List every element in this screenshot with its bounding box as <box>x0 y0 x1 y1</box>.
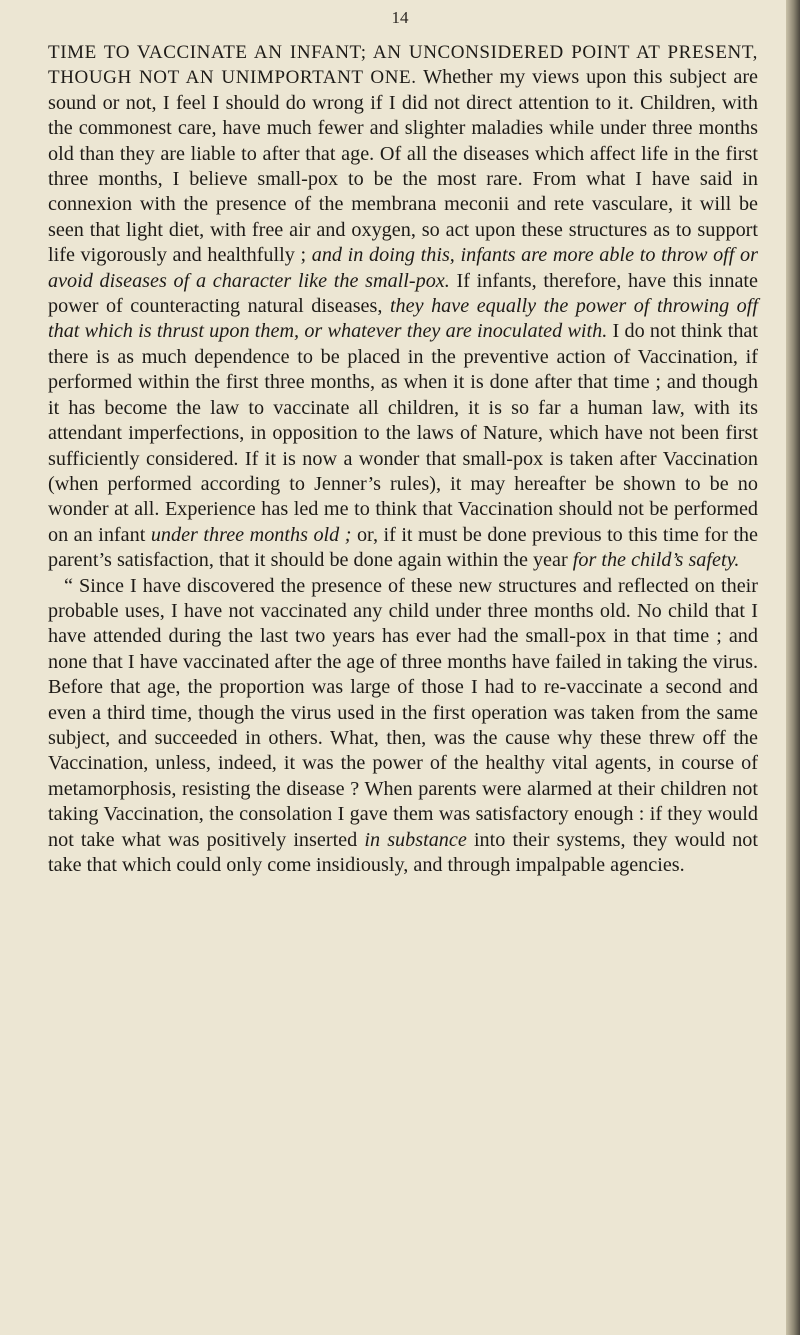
text-run: Whether my views upon this subject are sound or not, I feel I should do wrong if I did not direct attention to it. Children, with the commonest care, have much fewer and slighter maladies while under three months old than they are liable to after that age. Of all the diseases which affect life in the first three months, I believe small-pox to be the most rare. From what I have said in connexion with the presence of the membrana meconii and rete vasculare, it will be seen that light diet, with free air and oxygen, so act upon these structures as to support life vigorously and healthfully ; <box>48 66 758 267</box>
text-run: If infants, therefore, have this innate power of counteracting natural diseases, <box>48 269 758 318</box>
quoted-paragraph <box>48 574 758 879</box>
body-text <box>48 40 758 878</box>
italic-run: for the child’s safety. <box>572 549 740 572</box>
paragraph <box>48 40 758 574</box>
text-run: or, if it must be done previous to this time for the parent’s satisfaction, that it should be done again within the year <box>48 523 758 572</box>
italic-run: and in doing this, infants are more able to throw off or avoid diseases of a character like the small-pox. <box>48 244 758 292</box>
text-run: into their systems, they would not take that which could only come insidiously, and through impalpable agencies. <box>48 828 758 876</box>
page-edge-shadow <box>786 0 800 1335</box>
italic-run: under three months old ; <box>150 523 352 546</box>
section-heading-caps: TIME TO VACCINATE AN INFANT; AN UNCONSIDERED POINT AT PRESENT, THOUGH NOT AN UNIMPORTANT ONE. <box>48 42 758 89</box>
italic-run: in substance <box>364 828 467 851</box>
text-run: “ Since I have discovered the presence of these new structures and reflected on their probable uses, I have not vaccinated any child under three months old. No child that I have attended during the last two years has ever had the small-pox in that time ; and none that I have vaccinated after the age of three months have failed in taking the virus. Before that age, the proportion was large of those I had to re-vaccinate a second and even a third time, though the virus used in the first operation was taken from the same subject, and succeeded in others. What, then, was the cause why these threw off the Vaccination, unless, indeed, it was the power of the healthy vital agents, in course of metamorphosis, resisting the disease ? When parents were alarmed at their children not taking Vaccination, the consolation I gave them was satisfactory enough : if they would not take what was positively inserted <box>48 574 758 851</box>
page-number: 14 <box>391 8 409 27</box>
italic-run: they have equally the power of throwing off that which is thrust upon them, or whatever they are inoculated with. <box>48 295 758 343</box>
text-run: I do not think that there is as much dependence to be placed in the preventive action of Vaccination, if performed within the first three months, as when it is done after that time ; and though it has become the law to vaccinate all children, it is so far a human law, with its attendant imperfections, in opposition to the laws of Nature, which have not been first sufficiently considered. If it is now a wonder that small-pox is taken after Vaccination (when performed according to Jenner’s rules), it may hereafter be shown to be no wonder at all. Experience has led me to think that Vaccination should not be performed on an infant <box>48 320 758 546</box>
